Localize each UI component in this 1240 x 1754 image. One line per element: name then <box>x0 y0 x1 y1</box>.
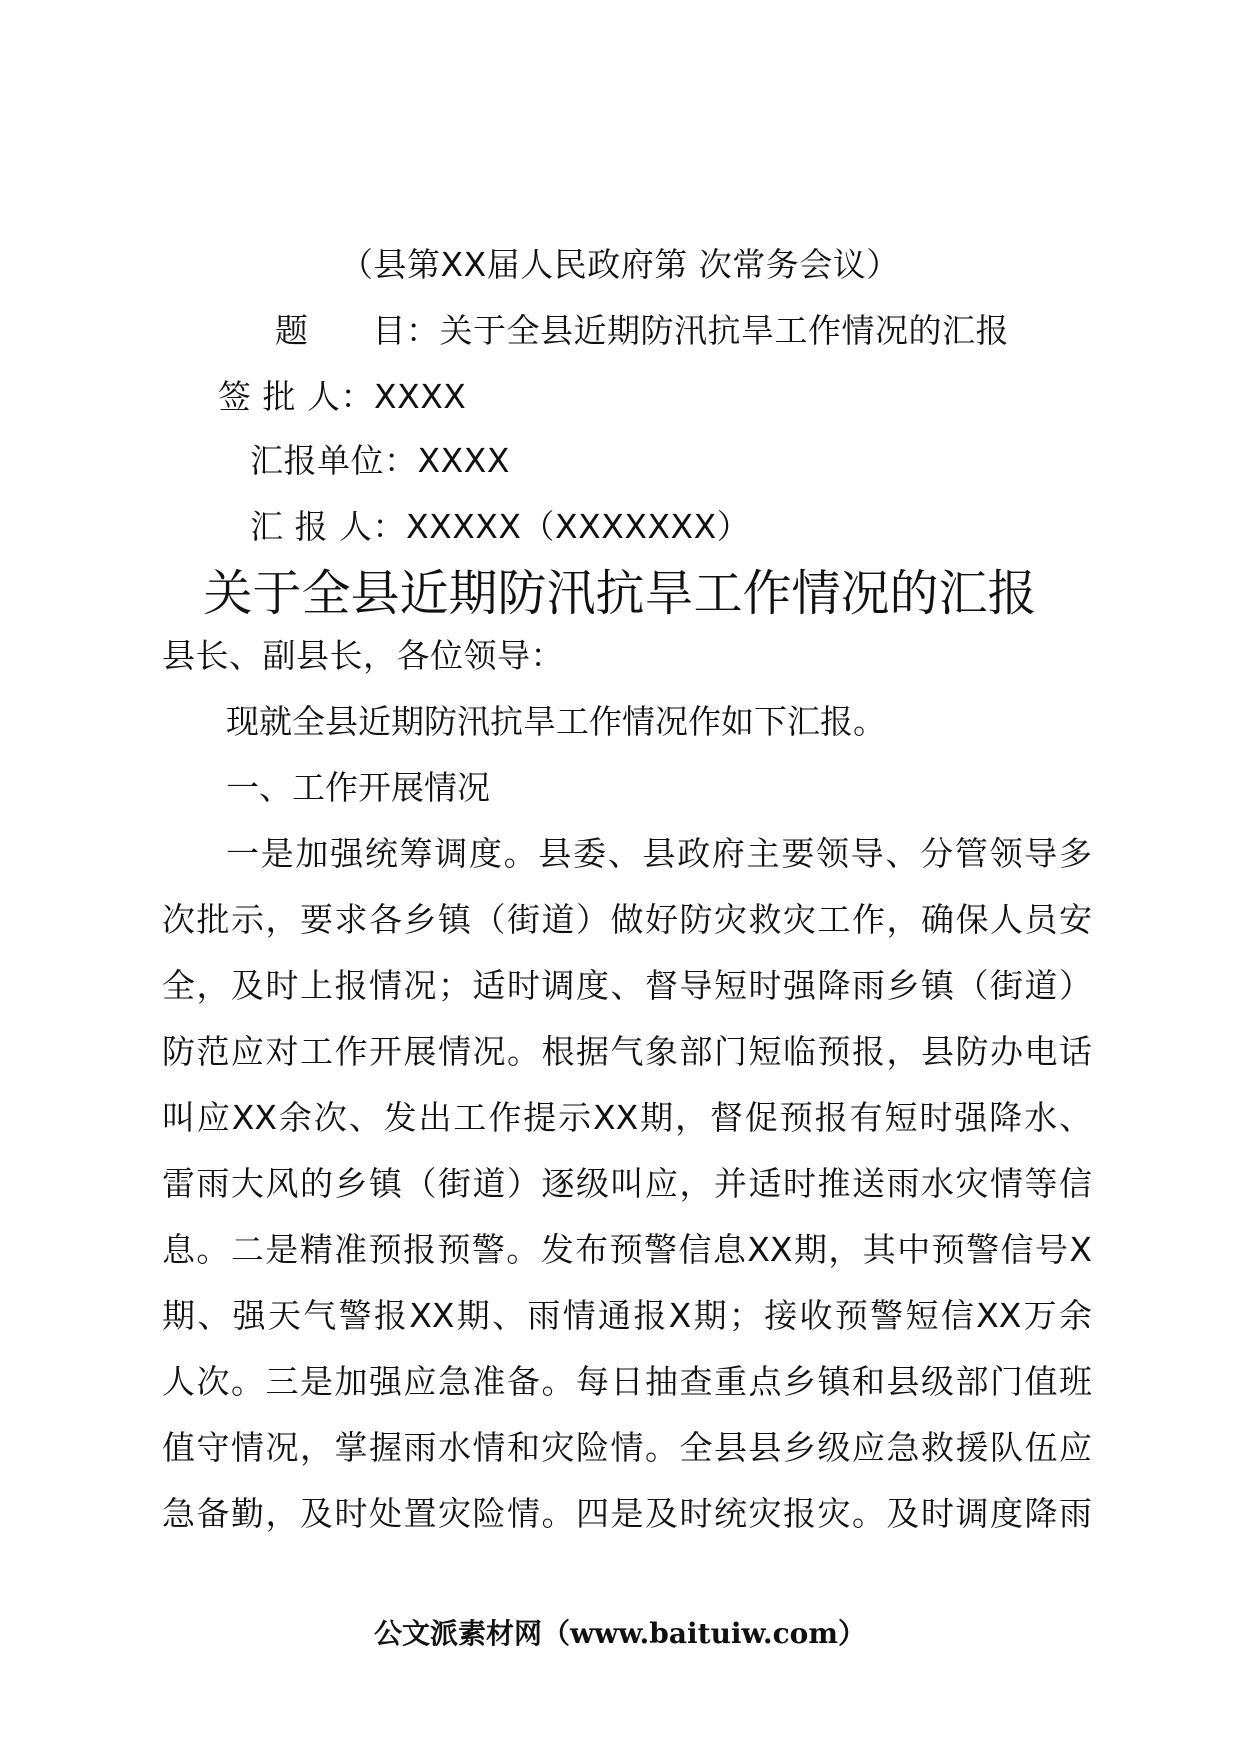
section-heading: 一、工作开展情况 <box>226 768 490 807</box>
paragraph-line: 期、强天气警报XX期、雨情通报X期；接收预警短信XX万余 <box>162 1296 1092 1335</box>
paragraph-line: 次批示，要求各乡镇（街道）做好防灾救灾工作，确保人员安 <box>162 900 1092 939</box>
footer-watermark: 公文派素材网（www.baituiw.com） <box>374 1617 866 1650</box>
paragraph-line: 值守情况，掌握雨水情和灾险情。全县县乡级应急救援队伍应 <box>162 1428 1092 1467</box>
paragraph-line: 急备勤，及时处置灾险情。四是及时统灾报灾。及时调度降雨 <box>162 1494 1092 1533</box>
subject-label: 题 <box>275 311 309 350</box>
subject-line <box>275 311 1009 351</box>
document-title: 关于全县近期防汛抗旱工作情况的汇报 <box>203 565 1037 622</box>
paragraph-line: 人次。三是加强应急准备。每日抽查重点乡镇和县级部门值班 <box>162 1362 1092 1401</box>
signer-line: 签 批 人：XXXX <box>218 377 467 416</box>
report-unit-line: 汇报单位：XXXX <box>250 441 510 480</box>
subject-text: 目：关于全县近期防汛抗旱工作情况的汇报 <box>372 311 1009 350</box>
paragraph-line: 一是加强统筹调度。县委、县政府主要领导、分管领导多 <box>226 834 1092 873</box>
paragraph-line: 防范应对工作开展情况。根据气象部门短临预报，县防办电话 <box>162 1032 1092 1071</box>
intro-paragraph: 现就全县近期防汛抗旱工作情况作如下汇报。 <box>226 702 886 741</box>
paragraph-line: 息。二是精准预报预警。发布预警信息XX期，其中预警信号X <box>162 1230 1092 1269</box>
paragraph-line: 全，及时上报情况；适时调度、督导短时强降雨乡镇（街道） <box>162 966 1092 1005</box>
paragraph-line: 雷雨大风的乡镇（街道）逐级叫应，并适时推送雨水灾情等信 <box>162 1164 1092 1203</box>
salutation: 县长、副县长，各位领导： <box>162 636 564 675</box>
meeting-info: （县第XX届人民政府第 次常务会议） <box>340 245 900 284</box>
reporter-line: 汇 报 人：XXXXX（XXXXXXX） <box>250 507 751 546</box>
paragraph-line: 叫应XX余次、发出工作提示XX期，督促预报有短时强降水、 <box>162 1098 1092 1137</box>
